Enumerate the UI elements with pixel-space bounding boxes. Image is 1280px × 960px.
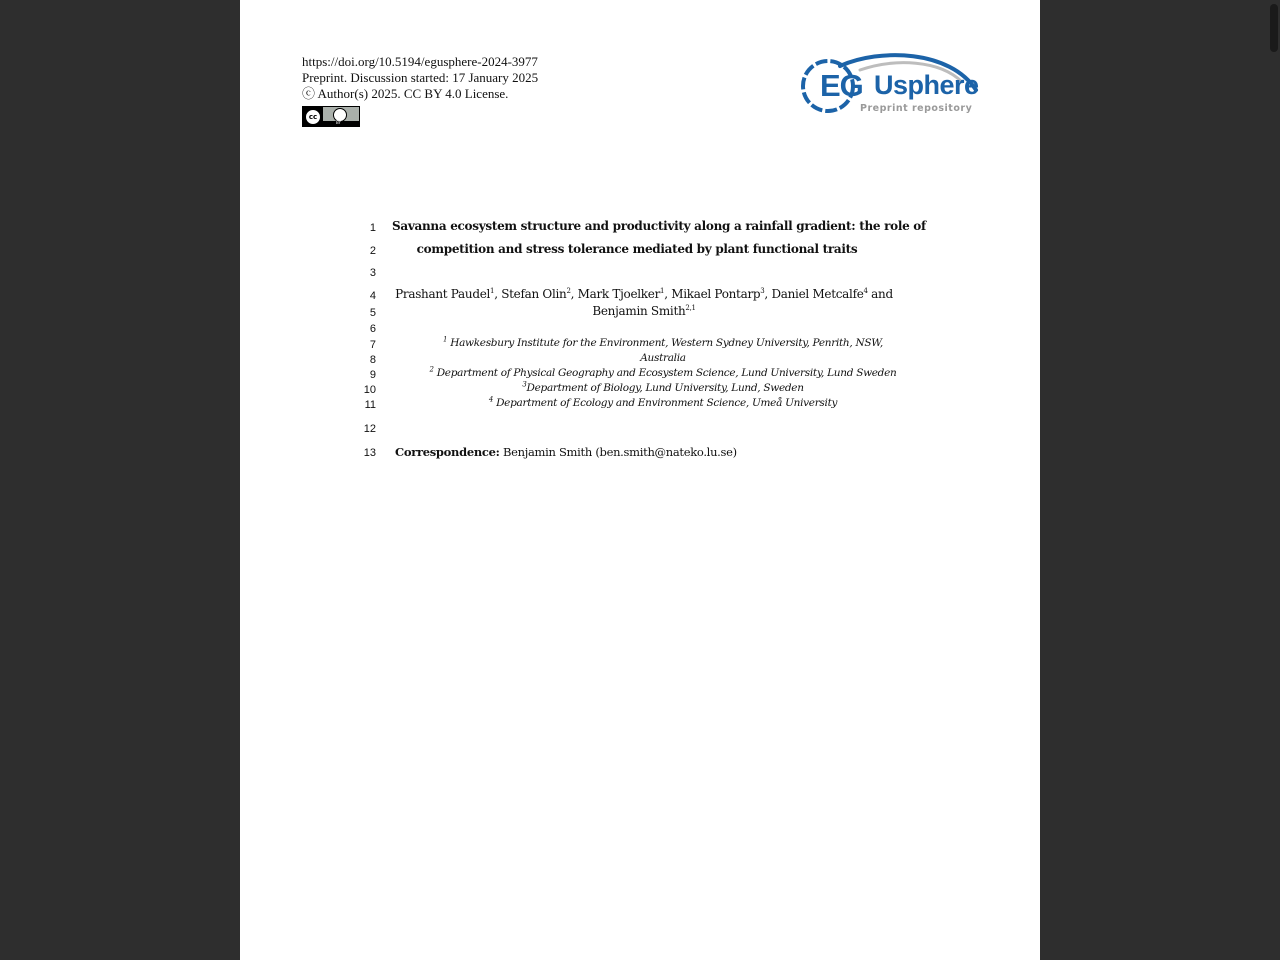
affiliation-4: $^4$ Department of Ecology and Environment Science, Umeå University (488, 395, 838, 409)
preprint-date: Preprint. Discussion started: 17 January 2025 (302, 70, 539, 85)
affiliation-3: $^3$Department of Biology, Lund University, Lund, Sweden (522, 380, 804, 394)
document-page (240, 0, 1040, 960)
doi-link[interactable]: https://doi.org/10.5194/egusphere-2024-3977 (302, 54, 538, 69)
paper-title-line-2: competition and stress tolerance mediated by plant functional traits (416, 242, 858, 256)
logo-subtitle: Preprint repository (860, 103, 973, 114)
affiliation-2: $^2$ Department of Physical Geography and Ecosystem Science, Lund University, Lund Sweden (429, 365, 897, 379)
line-number: 3 (369, 267, 376, 279)
line-number: 9 (369, 369, 376, 381)
scrollbar-thumb[interactable] (1270, 4, 1278, 52)
affiliation-marker: 3 (522, 380, 527, 389)
line-number: 12 (363, 423, 376, 435)
affiliation-marker: 3 (760, 287, 765, 295)
egusphere-logo (800, 52, 980, 122)
author-name: , Daniel Metcalfe (764, 287, 864, 301)
logo-eg: EG (820, 68, 863, 103)
author-name: Prashant Paudel (395, 287, 491, 301)
cc-icon: cc (305, 109, 321, 125)
affiliation-marker: 4 (863, 287, 868, 295)
affiliation-marker: 2 (429, 365, 434, 374)
line-number: 10 (363, 384, 376, 396)
by-label: BY (336, 120, 341, 125)
preprint-header (302, 54, 538, 102)
author-name: , Mikael Pontarp (664, 287, 761, 301)
correspondence-contact[interactable]: Benjamin Smith (ben.smith@nateko.lu.se) (499, 445, 737, 459)
line-number: 6 (369, 323, 376, 335)
author-list-line-2 (380, 304, 908, 318)
line-number: 7 (369, 339, 376, 351)
author-name: Benjamin Smith (592, 304, 686, 318)
author-list (380, 287, 908, 301)
paper-title-line-1: Savanna ecosystem structure and productivity along a rainfall gradient: the role of (392, 219, 926, 233)
affiliation-marker: 4 (488, 395, 494, 404)
affiliation-marker: 1 (443, 335, 448, 344)
line-number: 11 (364, 399, 376, 411)
scrollbar[interactable] (1268, 0, 1280, 960)
correspondence-label: Correspondence: (395, 445, 500, 459)
affiliation-1-line-2: Australia (640, 352, 686, 364)
author-name: , Stefan Olin (494, 287, 567, 301)
author-conjunction: and (867, 287, 893, 301)
affiliation-marker: 2 (566, 287, 571, 295)
author-name: , Mark Tjoelker (570, 287, 661, 301)
cc-by-license-icon[interactable] (302, 106, 360, 127)
affiliation-marker: 2,1 (685, 304, 696, 312)
line-number: 8 (369, 354, 376, 366)
correspondence (395, 445, 737, 459)
affiliation-1: $^1$ Hawkesbury Institute for the Environment, Western Sydney University, Penrith, NSW, (443, 335, 883, 349)
logo-sphere: Usphere (874, 70, 979, 100)
affiliation-marker: 1 (490, 287, 495, 295)
line-number: 2 (369, 245, 376, 257)
affiliation-marker: 1 (660, 287, 665, 295)
line-number: 13 (363, 447, 376, 459)
line-number: 5 (369, 307, 376, 319)
line-number: 4 (369, 290, 376, 302)
license-text: ⓒ Author(s) 2025. CC BY 4.0 License. (302, 86, 509, 101)
line-number: 1 (369, 222, 376, 234)
